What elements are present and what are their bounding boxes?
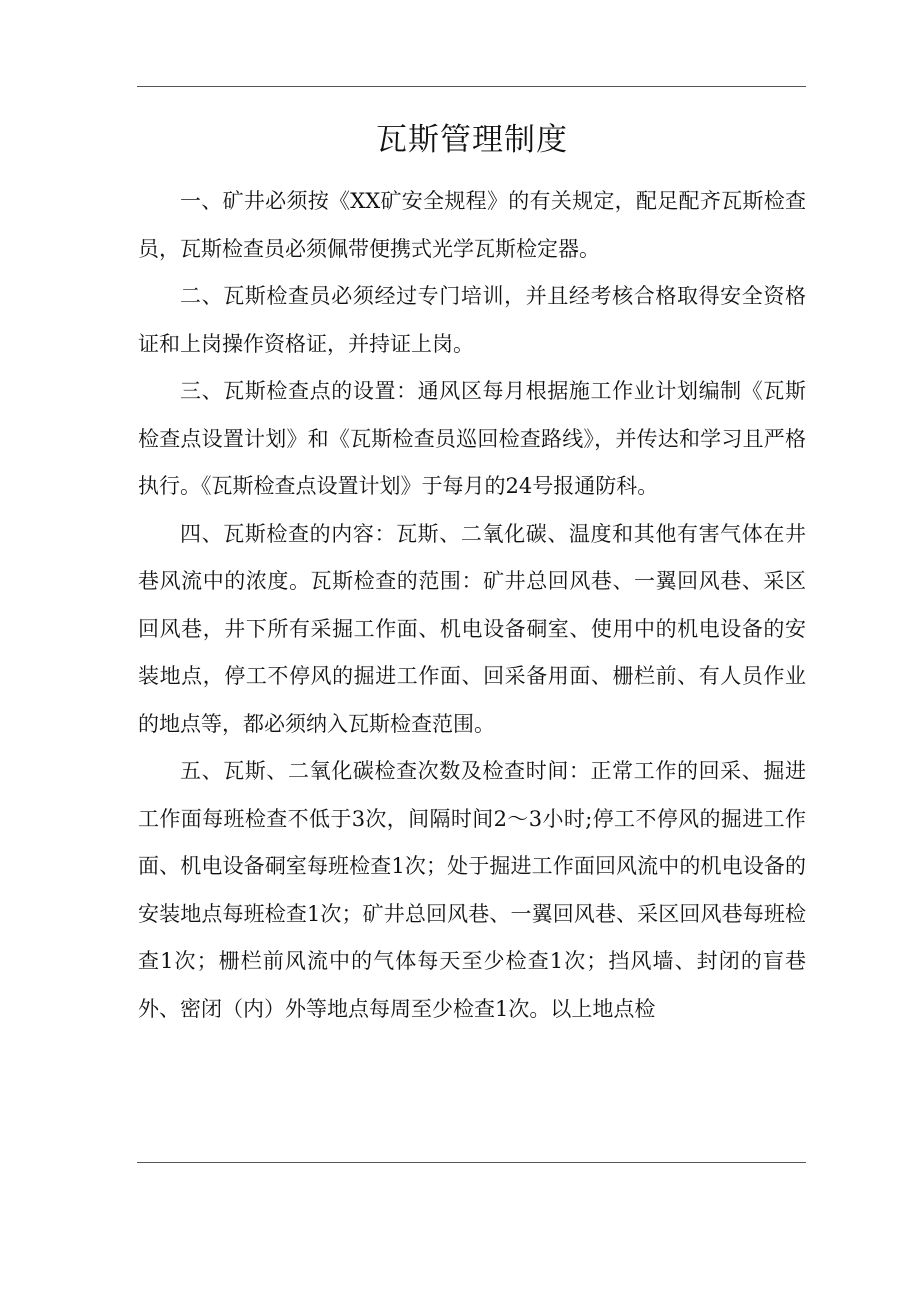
paragraph-2: 二、瓦斯检查员必须经过专门培训，并且经考核合格取得安全资格证和上岗操作资格证，并持证上岗。 (138, 284, 806, 356)
paragraph-list (138, 178, 806, 1033)
paragraph-5: 五、瓦斯、二氧化碳检查次数及检查时间：正常工作的回采、掘进工作面每班检查不低于3次，间隔时间2～3小时;停工不停风的掘进工作面、机电设备硐室每班检查1次；处于掘进工作面回风流中的机电设备的安装地点每班检查1次；矿井总回风巷、一翼回风巷、采区回风巷每班检查1次；栅栏前风流中的气体每天至少检查1次；挡风墙、封闭的盲巷外、密闭（内）外等地点每周至少检查1次。以上地点检 (138, 759, 806, 1021)
paragraph-4: 四、瓦斯检查的内容：瓦斯、二氧化碳、温度和其他有害气体在井巷风流中的浓度。瓦斯检查的范围：矿井总回风巷、一翼回风巷、采区回风巷，井下所有采掘工作面、机电设备硐室、使用中的机电设备的安装地点，停工不停风的掘进工作面、回采备用面、栅栏前、有人员作业的地点等，都必须纳入瓦斯检查范围。 (138, 521, 806, 736)
footer-rule (137, 1162, 806, 1163)
paragraph-3: 三、瓦斯检查点的设置：通风区每月根据施工作业计划编制《瓦斯检查点设置计划》和《瓦斯检查员巡回检查路线》，并传达和学习且严格执行。《瓦斯检查点设置计划》于每月的24号报通防科。 (138, 379, 806, 498)
paragraph-1: 一、矿井必须按《XX矿安全规程》的有关规定，配足配齐瓦斯检查员，瓦斯检查员必须佩带便携式光学瓦斯检定器。 (138, 189, 806, 261)
header-rule (137, 86, 806, 87)
document-title: 瓦斯管理制度 (376, 122, 568, 158)
document-body (138, 112, 806, 1033)
